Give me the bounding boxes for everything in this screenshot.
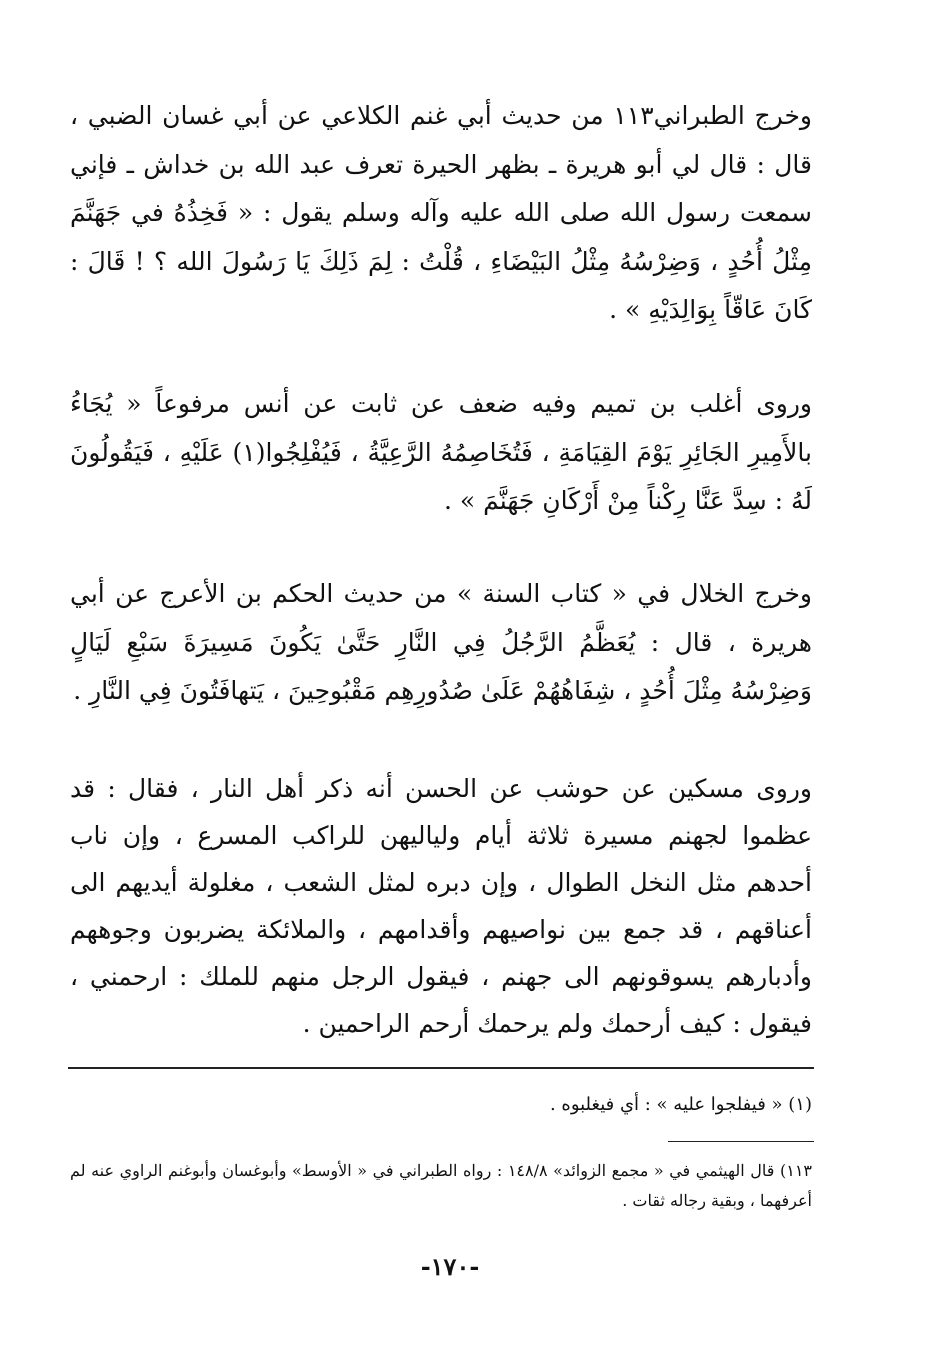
- page-number: -١٧٠-: [420, 1252, 480, 1281]
- footnote-divider-short: [668, 1141, 814, 1142]
- footnote-113: ١١٣) قال الهيثمي في « مجمع الزوائد» ١٤٨/٨ : رواه الطبراني في « الأوسط» وأبوغسان وأبوغنم الراوي عنه لم أعرفهما ، وبقية رجاله ثقات .: [70, 1161, 812, 1210]
- footnote-1: (١) « فيفلجوا عليه » : أي فيغلبوه .: [549, 1094, 812, 1115]
- paragraph-miskin: وروى مسكين عن حوشب عن الحسن أنه ذكر أهل النار ، فقال : قد عظموا لجهنم مسيرة ثلاثة أيام ولياليهن للراكب المسرع ، وإن ناب أحدهم مثل النخل الطوال ، وإن دبره لمثل الشعب ، مغلولة أيديهم الى أعناقهم ، قد جمع بين نواصيهم وأقدامهم ، والملائكة يضربون وجوههم وأدبارهم يسوقونهم الى جهنم ، فيقول الرجل منهم للملك : ارحمني ، فيقول : كيف أرحمك ولم يرحمك أرحم الراحمين .: [70, 774, 812, 1038]
- footnote-separator: [68, 1067, 814, 1069]
- paragraph-khallal: وخرج الخلال في « كتاب السنة » من حديث الحكم بن الأعرج عن أبي هريرة ، قال : يُعَظَّمُ الرَّجُلُ فِي النَّارِ حَتَّىٰ يَكُونَ مَسِيرَةَ سَبْعِ لَيَالٍ وَضِرْسُهُ مِثْلَ أُحُدٍ ، شِفَاهُهُمْ عَلَىٰ صُدُورِهِم مَقْبُوحِينَ ، يَتهافَتُونَ فِي النَّارِ .: [70, 579, 812, 705]
- paragraph-aghlab: وروى أغلب بن تميم وفيه ضعف عن ثابت عن أنس مرفوعاً « يُجَاءُ بالأَمِيرِ الجَائِرِ يَوْمَ القِيَامَةِ ، فَتُخَاصِمُهُ الرَّعِيَّةُ ، فَيُفْلِجُوا(١) عَلَيْهِ ، فَيَقُولُونَ لَهُ : سِدَّ عَنَّا رِكْناً مِنْ أَرْكَانِ جَهَنَّمَ » .: [70, 389, 812, 515]
- paragraph-tabarani: وخرج الطبراني١١٣ من حديث أبي غنم الكلاعي عن أبي غسان الضبي ، قال : قال لي أبو هريرة ـ بظهر الحيرة تعرف عبد الله بن خداش ـ فإني سمعت رسول الله صلى الله عليه وآله وسلم يقول : « فَخِذُهُ في جَهَنَّمَ مِثْلُ أُحُدٍ ، وَضِرْسُهُ مِثْلُ البَيْضَاءِ ، قُلْتُ : لِمَ ذَلِكَ يَا رَسُولَ الله ؟ ! قَالَ : كَانَ عَاقّاً بِوَالِدَيْهِ » .: [70, 101, 812, 324]
